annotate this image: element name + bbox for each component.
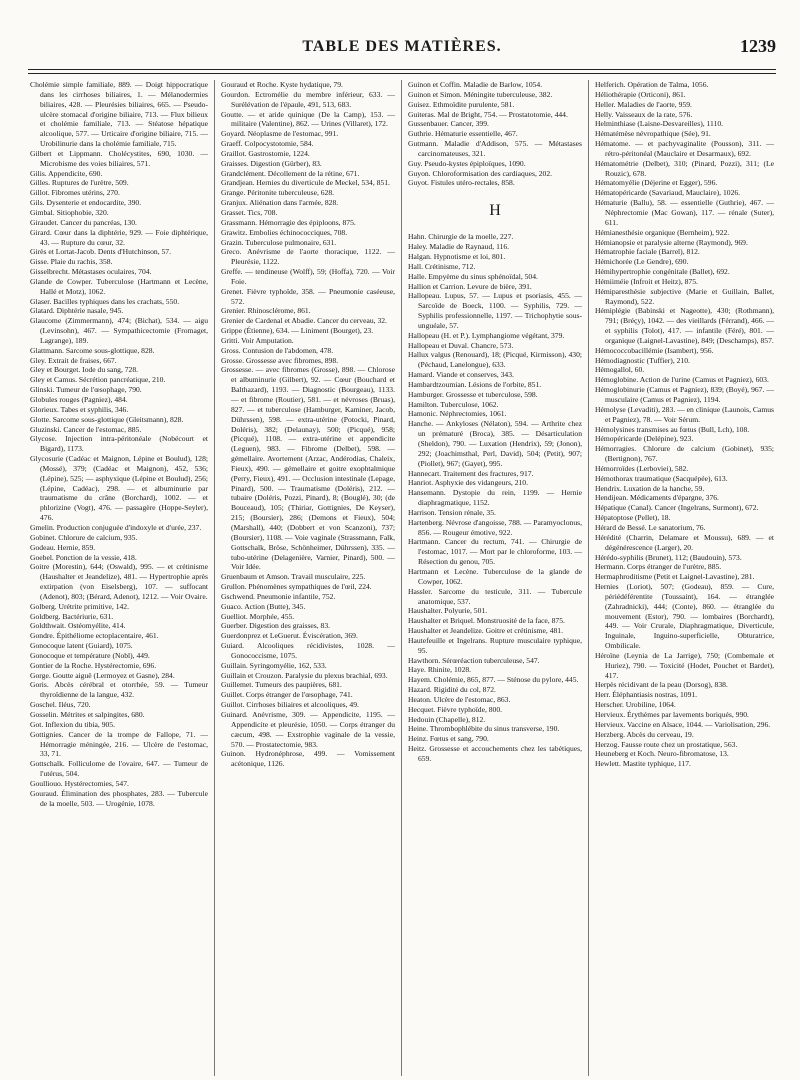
- index-entry: Gonocoque et température (Nobl), 449.: [30, 650, 150, 660]
- index-entry: Gutmann. Maladie d'Addison, 575. — Métastases carcinomateuses, 321.: [408, 139, 582, 158]
- index-entry: Harrison. Tension rénale, 35.: [408, 507, 496, 517]
- index-entry: Glycose. Injection intra-péritonéale (Nobécourt et Bigard), 1173.: [30, 434, 208, 454]
- index-entry: Herpès récidivant de la peau (Dorsog), 838.: [595, 680, 728, 690]
- index-entry: Hématome. — et pachyvaginalite (Pousson), 311. — rétro-péritonéal (Mauclaire et Desarmaux), 692.: [595, 139, 774, 158]
- index-entry: Goschel. Iléus, 720.: [30, 700, 91, 710]
- page-title: TABLE DES MATIÈRES.: [302, 38, 502, 55]
- index-entry: Hémogallol, 60.: [595, 365, 645, 375]
- index-entry: Grasset. Tics, 708.: [221, 207, 278, 217]
- index-entry: Hervieux. Vaccine en Alsace, 1044. — Variolisation, 296.: [595, 719, 771, 729]
- index-entry: Girard. Cœur dans la diphtérie, 929. — Foie diphtérique, 43. — Rupture du cœur, 32.: [30, 227, 208, 247]
- index-entry: Haushalter et Briquel. Monstruosité de la face, 875.: [408, 616, 565, 626]
- index-entry: Hémococcobacillémie (Isambert), 956.: [595, 345, 714, 355]
- index-entry: Guaco. Action (Butte), 345.: [221, 601, 306, 611]
- index-entry: Gorge. Goutte aiguë (Lermoyez et Gasne), 284.: [30, 670, 175, 680]
- index-entry: Globules rouges (Pagniez), 484.: [30, 395, 128, 404]
- index-entry: Hallopeau. Lupus, 57. — Lupus et psoriasis, 455. — Sarcoïde de Boeck, 1100. — Syphilis, 729. — Syphilis professionnelle, 1197. — Trichophytie sous-unguéale, 57.: [408, 291, 582, 330]
- index-entry: Glotte. Sarcome sous-glottique (Gleitsmann), 828.: [30, 414, 184, 424]
- index-entry: Hassler. Sarcome du testicule, 311. — Tubercule anatomique, 537.: [408, 586, 582, 606]
- index-entry: Herscher. Urobiline, 1064.: [595, 700, 676, 710]
- index-entry: Giraudet. Cancer du pancréas, 130.: [30, 217, 137, 227]
- index-entry: Guy. Pseudo-kystes épiploïques, 1090.: [408, 158, 526, 168]
- index-entry: Gonocoque latent (Guiard), 1075.: [30, 641, 133, 651]
- index-entry: Helminthiase (Laisne-Desvareilles), 1110.: [595, 119, 724, 129]
- index-entry: Guinon. Hydronéphrose, 499. — Vomissement acétonique, 1126.: [221, 749, 395, 769]
- index-entry: Hématrophie faciale (Barrel), 812.: [595, 247, 700, 257]
- index-entry: Gillot. Fibromes utérins, 270.: [30, 188, 120, 198]
- index-entry: Heine. Thrombophlébite du sinus transverse, 190.: [408, 724, 560, 734]
- index-entry: Herzberg. Abcès du cerveau, 19.: [595, 729, 694, 739]
- index-entry: Greco. Anévrisme de l'aorte thoracique, 1122. — Pleurésie, 1122.: [221, 247, 395, 267]
- index-entry: Hémorroïdes (Lerboviei), 582.: [595, 463, 689, 473]
- index-entry: Hedouin (Chapelle), 812.: [408, 714, 486, 724]
- index-entry: Hémichorée (Le Gendre), 690.: [595, 257, 689, 267]
- index-entry: Gisse. Plaie du rachis, 358.: [30, 257, 113, 267]
- index-entry: Gross. Contusion de l'abdomen, 478.: [221, 345, 334, 355]
- index-entry: Hémoglobine. Action de l'urine (Camus et Pagniez), 603.: [595, 375, 769, 385]
- index-entry: Hamonic. Néphrectomies, 1061.: [408, 409, 507, 419]
- index-entry: Gontier de la Roche. Hystérectomie, 696.: [30, 660, 157, 670]
- index-entry: Graillot. Gastrostomie, 1224.: [221, 148, 310, 158]
- index-entry: Grippe (Étienne), 634. — Liniment (Bourget), 23.: [221, 326, 374, 336]
- index-entry: Hémolyse (Levaditi), 283. — en clinique (Launois, Camus et Pagniez), 78. — Voir Sérum.: [595, 404, 774, 424]
- index-entry: Hallopeau (H. et P.). Lymphangiome végétant, 379.: [408, 330, 565, 340]
- index-entry: Grawitz. Embolies échinococciques, 708.: [221, 227, 348, 237]
- index-entry: Halgan. Hypnotisme et loi, 801.: [408, 251, 506, 261]
- index-entry: Grazin. Tuberculose pulmonaire, 631.: [221, 237, 337, 247]
- index-entry: Guinon et Coffin. Maladie de Barlow, 1054.: [408, 80, 543, 89]
- index-entry: Hémolysines transmises au fœtus (Bull, Lch), 108.: [595, 424, 750, 434]
- index-entry: Heuneberg et Koch. Neuro-fibromatose, 13.: [595, 749, 729, 759]
- index-entry: Glorieux. Tabes et syphilis, 346.: [30, 404, 129, 414]
- index-entry: Gimbal. Sitiophobie, 320.: [30, 207, 109, 217]
- index-entry: Goldberg. Bactériurie, 631.: [30, 611, 114, 621]
- index-column-2: [215, 80, 402, 1076]
- index-entry: Hémianesthésie organique (Bernheim), 922.: [595, 227, 730, 237]
- index-entry: Guillot. Cirrhoses biliaires et alcooliques, 49.: [221, 700, 359, 710]
- index-entry: Grandjean. Hernies du diverticule de Meckel, 534, 851.: [221, 178, 390, 188]
- index-entry: Hématométrie (Delbet), 310; (Pinard, Pozzi), 311; (Le Rouzic), 678.: [595, 158, 774, 178]
- index-entry: Glinski. Tumeur de l'œsophage, 790.: [30, 385, 142, 395]
- index-entry: Hérard de Bessé. Le sanatorium, 76.: [595, 522, 706, 532]
- index-entry: Gouraud. Élimination des phosphates, 283. — Tubercule de la moelle, 503. — Urogénie, 1078.: [30, 788, 208, 808]
- index-entry: Gilbert et Lippmann. Cholécystites, 690, 1030. — Microbisme des voies biliaires, 571.: [30, 148, 208, 168]
- index-entry: Hewlett. Mastite typhique, 117.: [595, 759, 691, 769]
- index-entry: Hémothorax traumatique (Sacquépée), 613.: [595, 473, 728, 483]
- index-entry: Glaucome (Zimmermann), 474; (Bichat), 534. — aigu (Levinsohn), 467. — Sympathicectomie (Fromaget, Lagrange), 189.: [30, 316, 208, 345]
- index-entry: Guerber. Digestion des graisses, 83.: [221, 621, 331, 631]
- index-entry: Gondre. Épithéliome ectoplacentaire, 461.: [30, 631, 159, 641]
- index-entry: Goyard. Néoplasme de l'estomac, 991.: [221, 129, 339, 139]
- index-entry: Gschwend. Pneumonie infantile, 752.: [221, 591, 336, 601]
- index-entry: Goris. Abcès cérébral et otorrhée, 59. — Tumeur thyroïdienne de la langue, 432.: [30, 680, 208, 700]
- index-entry: Herzog. Fausse route chez un prostatique, 563.: [595, 739, 738, 749]
- index-entry: Guisez. Ethmoïdite purulente, 581.: [408, 99, 515, 109]
- index-entry: Godeau. Hernie, 859.: [30, 542, 96, 552]
- index-entry: Helly. Vaisseaux de la rate, 576.: [595, 109, 693, 119]
- index-entry: Herr. Éléphantiasis nostras, 1091.: [595, 690, 698, 700]
- index-entry: Grandclément. Décollement de la rétine, 671.: [221, 168, 360, 178]
- index-entry: Hépatique (Canal). Cancer (Ingelrans, Surmont), 672.: [595, 503, 759, 513]
- index-entry: Haushalter. Polyurie, 501.: [408, 606, 488, 616]
- index-entry: Guillain et Crouzon. Paralysie du plexus brachial, 693.: [221, 670, 388, 680]
- index-entry: Gottignies. Cancer de la trompe de Fallope, 71. — Hémorragie méningée, 216. — Ulcère de l'estomac, 33, 71.: [30, 729, 208, 759]
- index-entry: Grossesse. — avec fibromes (Grosse), 898. — Chlorose et albuminurie (Gilbert), 92. — Cœur (Bouchard et Balthazard), 1193. — Diagnostic (Bourgeau), 1133. — et fibrome (Routier), 581. — et névroses (Bruas), 827. — et tuberculose (Hamburger, Kaminer, Jacob, Dührssen), 598. — extra-utérine (Potocki, Pinard, Doléris), 382; (Delaunay), 500; (Picqué), 958; (Picqué), 1108. — extra-utérine et appendicite (Leguen), 983. — Fibrome (Delbet), 598. — gémellaire. Avortement (Arzac, Andérodias, Chaleix, Fieux), 490. — gémellaire et goitre exophtalmique (Perry, Fieux), 491. — Occlusion intestinale (Lepage, Pinard), 500. — Traumatisme (Doléris), 212. — tubaire (Doléris, Pozzi, Pinard), 8; (Bouglé), 30; (de Bouceaud), 105; (Thiriar, Gottignies, De Keyser), 215; (Boursier), 286; (Demons et Fieux), 504; (Marshall), 440; (Dobbert et von Scanzoni), 737; (Boursier), 1108. — Voie vaginale (Strassmann, Falk, Gottschalk, Bröse, Schönheimer, Dührssen), 335. — tubo-utérine (Delagenière, Varnier, Pinard), 500. — Voir Idée.: [221, 365, 395, 572]
- index-entry: Hanriot. Asphyxie des vidangeurs, 210.: [408, 478, 529, 488]
- index-entry: Gley et Camus. Sécrétion pancréatique, 210.: [30, 375, 166, 385]
- index-entry: Graisses. Digestion (Gürber), 83.: [221, 158, 322, 168]
- index-entry: Hecquet. Fièvre typhoïde, 800.: [408, 704, 503, 714]
- index-entry: Heitz. Grossesse et accouchements chez les tabétiques, 659.: [408, 744, 582, 763]
- index-entry: Hautefeuille et Ingelrans. Rupture musculaire typhique, 95.: [408, 635, 582, 655]
- index-entry: Glaser. Bacilles typhiques dans les crachats, 550.: [30, 296, 180, 306]
- index-entry: Glycosurie (Cadéac et Maignon, Lépine et Boulud), 128; (Mossé), 379; (Cadéac et Maignon), 452, 536; (Lépine), 525; — asphyxique (Lépine et Boulud), 256; (Lépine, Cadéac), 298. — et albuminurie par traumatisme du crâne (Borchard), 1002. — et phlorizine (Vogt), 476. — passagère (Hoppe-Seyler), 476.: [30, 454, 208, 523]
- index-entry: Halle. Empyème du sinus sphénoïdal, 504.: [408, 271, 538, 281]
- index-entry: Hamburger. Grossesse et tuberculose, 598.: [408, 389, 538, 399]
- index-entry: Haley. Maladie de Raynaud, 116.: [408, 242, 510, 252]
- index-entry: Hernies (Loriot), 507; (Godeau), 859. — Cure, périédéférentite (Toussaint), 164. — étranglée (Zahradnicki), 444; (Conte), 860. — étranglée du mouvement (Estor), 790. — lombaires (Borchardt), 449. — Voir Crurale, Diaphragmatique, Diverticule, Inguinale, Inguino-superficielle, Obturatrice, Ombilicale.: [595, 582, 774, 651]
- index-entry: Hémianopsie et paralysie alterne (Raymond), 969.: [595, 237, 748, 247]
- index-entry: Hallux valgus (Renouard), 18; (Picqué, Kirmisson), 430; (Péchaud, Lanelongue), 633.: [408, 350, 582, 370]
- index-entry: Grassmann. Hémorragie des épiploons, 875.: [221, 217, 356, 227]
- index-entry: Haushalter et Jeandelize. Goitre et crétinisme, 481.: [408, 626, 563, 636]
- index-entry: Graeff. Colpocystotomie, 584.: [221, 139, 314, 149]
- index-entry: Goldthwait. Ostéomyélite, 414.: [30, 621, 126, 631]
- index-entry: Goulliouo. Hystérectomies, 547.: [30, 778, 129, 788]
- index-entry: Guiteras. Mal de Bright, 754. — Prostatotomie, 444.: [408, 109, 568, 119]
- index-column-3: [402, 80, 589, 1076]
- index-entry: Hémoglobinurie (Camus et Pagniez), 839; (Boyé), 967. — musculaire (Camus et Pagniez), 1194.: [595, 385, 774, 404]
- index-entry: Haye. Rhinite, 1028.: [408, 665, 472, 675]
- index-entry: Gluzinski. Cancer de l'estomac, 885.: [30, 424, 142, 434]
- index-entry: Guillain. Syringomyélie, 162, 533.: [221, 660, 327, 670]
- index-entry: Hermann. Corps étranger de l'urètre, 885.: [595, 562, 722, 572]
- index-entry: Helferich. Opération de Talma, 1056.: [595, 80, 709, 89]
- index-columns: [28, 80, 776, 1076]
- index-entry: Hannecart. Traitement des fractures, 917.: [408, 468, 534, 478]
- index-entry: Grenier de Cardenal et Abadie. Cancer du cerveau, 32.: [221, 316, 387, 326]
- index-entry: Guillemet. Tumeurs des paupières, 681.: [221, 680, 342, 690]
- index-entry: Grange. Péritonite tuberculeuse, 628.: [221, 188, 335, 198]
- section-letter: H: [489, 202, 501, 220]
- index-entry: Hawthorn. Sérœréaction tuberculeuse, 547.: [408, 655, 540, 665]
- index-entry: Hémihypertrophie congénitale (Ballet), 692.: [595, 267, 730, 277]
- index-entry: Hamard. Viande et conserves, 343.: [408, 370, 514, 380]
- index-entry: Hartenberg. Névrose d'angoisse, 788. — Paramyoclonus, 856. — Rougeur émotive, 922.: [408, 517, 582, 537]
- index-entry: Guiard. Alcooliques récidivistes, 1028. — Gonococcisme, 1075.: [221, 641, 395, 660]
- index-entry: Guyon. Chloroformisation des cardiaques, 202.: [408, 168, 553, 178]
- index-entry: Gilis. Appendicite, 690.: [30, 168, 103, 178]
- index-entry: Hamilton. Tuberculose, 1062.: [408, 399, 499, 409]
- index-entry: Gisselbrecht. Métastases oculaires, 704.: [30, 267, 152, 277]
- index-entry: Gruenbaum et Amson. Travail musculaire, 225.: [221, 572, 366, 582]
- index-entry: Hartmann. Cancer du rectum, 741. — Chirurgie de l'estomac, 1017. — Mort par le chloroforme, 103. — Résection du genou, 705.: [408, 537, 582, 567]
- index-entry: Hématopéricarde (Savariaud, Mauclaire), 1026.: [595, 188, 741, 198]
- index-entry: Héliothérapie (Orticoni), 861.: [595, 89, 686, 99]
- index-entry: Hanche. — Ankyloses (Nélaton), 594. — Arthrite chez un prématuré (Broca), 385. — Désarticulation (Sheldon), 790. — Luxation (Hendrix), 59; (Jonon), 292; (Joachimsthal, Perl, David), 504; (Petit), 907; (Piollet), 967; (Gayet), 995.: [408, 419, 582, 468]
- index-entry: Héroïne (Leynia de La Jarrige), 750; (Combemale et Huriez), 790. — Toxicité (Hodet, Pouchet et Bardet), 417.: [595, 650, 774, 680]
- index-entry: Hépatoptose (Pellet), 18.: [595, 513, 671, 523]
- index-entry: Guerdonprez et LeGuerut. Éviscération, 369.: [221, 631, 358, 641]
- header-rule-secondary: [28, 73, 776, 74]
- index-entry: Guthrie. Hématurie essentielle, 467.: [408, 129, 518, 139]
- index-entry: Gobinet. Chlorure de calcium, 935.: [30, 532, 138, 542]
- index-entry: Gourdon. Ectromélie du membre inférieur, 633. — Surélévation de l'épaule, 491, 513, 683.: [221, 89, 395, 109]
- index-entry: Hendrix. Luxation de la hanche, 59.: [595, 483, 705, 493]
- index-entry: Glande de Cowper. Tuberculose (Hartmann et Lecène, Hallé et Motz), 1062.: [30, 276, 208, 296]
- index-entry: Gritti. Voir Amputation.: [221, 335, 294, 345]
- index-entry: Hérédo-syphilis (Brunet), 112; (Baudouin), 573.: [595, 552, 742, 562]
- index-entry: Grenet. Fièvre typhoïde, 358. — Pneumonie caséeuse, 572.: [221, 286, 395, 306]
- index-entry: Guinon et Simon. Méningite tuberculeuse, 382.: [408, 89, 553, 99]
- index-entry: Gley et Bourget. Iode du sang, 728.: [30, 365, 139, 375]
- index-entry: Heinz. Fœtus et sang, 790.: [408, 734, 489, 744]
- index-entry: Gosselin. Métrites et salpingites, 680.: [30, 710, 145, 719]
- index-entry: Gussenbauer. Cancer, 399.: [408, 119, 489, 129]
- index-entry: Hérédité (Charrin, Delamare et Moussu), 689. — et dégénérescence (Larger), 20.: [595, 532, 774, 552]
- index-entry: Gilles. Ruptures de l'urètre, 509.: [30, 178, 129, 188]
- index-entry: Hématomyélie (Déjerine et Egger), 596.: [595, 178, 718, 188]
- index-entry: Greffe. — tendineuse (Wolff), 59; (Hoffa), 720. — Voir Foie.: [221, 267, 395, 286]
- index-entry: Guillet. Corps étranger de l'œsophage, 741.: [221, 690, 353, 700]
- index-entry: Goutte. — et aride quinique (De la Camp), 153. — militaire (Valentine), 862. — Urines (Villaret), 172.: [221, 109, 395, 129]
- index-entry: Hansemann. Dystopie du rein, 1199. — Hernie diaphragmatique, 1152.: [408, 488, 582, 508]
- index-entry: Hayem. Cholémie, 865, 877. — Sténose du pylore, 445.: [408, 675, 579, 685]
- index-entry: Hazard. Rigidité du col, 872.: [408, 685, 496, 695]
- index-entry: Hendijean. Médicaments d'épargne, 376.: [595, 493, 719, 503]
- index-entry: Gley. Extrait de fraises, 667.: [30, 355, 117, 365]
- index-entry: Guelliot. Morphée, 455.: [221, 611, 295, 621]
- index-entry: Got. Inflexion du tibia, 905.: [30, 719, 115, 729]
- index-entry: Hahn. Chirurgie de la moelle, 227.: [408, 232, 514, 242]
- index-entry: Glatard. Diphtérie nasale, 945.: [30, 306, 124, 316]
- index-entry: Hémodiagnostic (Tuffier), 210.: [595, 355, 690, 365]
- index-entry: Goitre (Morestin), 644; (Oswald), 995. — et crétinisme (Haushalter et Jeandelize), 481. — Hypertrophie après extirpation (von Eiselsberg), 107. — suffocant (Adenot), 803; (Bérard, Adenot), 1212. — Voir Ovaire.: [30, 562, 208, 601]
- index-entry: Gmelin. Production conjuguée d'indoxyle et d'urée, 237.: [30, 522, 202, 532]
- index-entry: Hallion et Carrion. Levure de bière, 391.: [408, 281, 532, 291]
- index-entry: Hémopéricarde (Delépine), 923.: [595, 434, 694, 444]
- index-column-4: [589, 80, 776, 1076]
- index-entry: Hémiiméie (Infroit et Heitz), 875.: [595, 276, 698, 286]
- index-entry: Hallopeau et Duval. Chancre, 573.: [408, 340, 514, 350]
- page-number: 1239: [740, 36, 776, 56]
- index-entry: Hermaphroditisme (Petit et Laignel-Lavastine), 281.: [595, 572, 755, 582]
- index-entry: Hervieux. Érythèmes par lavements boriqués, 990.: [595, 710, 749, 719]
- index-entry: Hématémèse névropathique (Sée), 91.: [595, 129, 711, 139]
- index-entry: Guyot. Fistules utéro-rectales, 858.: [408, 178, 515, 188]
- index-entry: Heller. Maladies de l'aorte, 959.: [595, 99, 692, 109]
- index-entry: Cholémie simple familiale, 889. — Doigt hippocratique dans les cirrhoses biliaires, 1. — Mélanodermies biliaires, 428. — Pleurésies biliaires, 665. — Pseudo-ulcère stomacal d'origine biliaire, 713. — Flux bilieux et cholémie familiale, 713. — Stéatose hépatique alcoolique, 577. — Urticaire d'origine biliaire, 715. — Urobilinurie dans la cholémie familiale, 715.: [30, 80, 208, 149]
- index-entry: Guinard. Anévrisme, 309. — Appendicite, 1195. — Appendicite et pleurésie, 1050. — Corps étranger du cæcum, 498. — Exstrophie vaginale de la vessie, 570. — Prostatectomie, 983.: [221, 710, 395, 749]
- index-entry: Heaton. Ulcère de l'estomac, 863.: [408, 694, 511, 704]
- index-entry: Hall. Crétinisme, 712.: [408, 261, 476, 271]
- index-column-1: [28, 80, 215, 1076]
- index-entry: Goebel. Ponction de la vessie, 418.: [30, 552, 137, 562]
- index-entry: Glattmann. Sarcome sous-glottique, 828.: [30, 345, 155, 355]
- index-entry: Gils. Dysenterie et endocardite, 390.: [30, 198, 142, 208]
- index-entry: Hartmann et Lecène. Tuberculose de la glande de Cowper, 1062.: [408, 566, 582, 586]
- index-entry: Granjux. Aliénation dans l'armée, 828.: [221, 198, 339, 208]
- index-entry: Hématurie (Ballu), 58. — essentielle (Guthrie), 467. — Néphrectomie (Mac Gowan), 117. — rénale (Suter), 611.: [595, 198, 774, 227]
- page-header: [28, 38, 776, 62]
- index-entry: Girès et Lortat-Jacob. Dents d'Hutchinson, 57.: [30, 247, 171, 257]
- index-entry: Hémiparesthésie subjective (Marie et Guillain, Ballet, Raymond), 522.: [595, 286, 774, 306]
- index-entry: Hémorragies. Chlorure de calcium (Gobinet), 935; (Bertignon), 767.: [595, 444, 774, 464]
- index-entry: Grosse. Grossesse avec fibromes, 898.: [221, 355, 339, 365]
- index-entry: Gouraud et Roche. Kyste hydatique, 79.: [221, 80, 343, 89]
- index-entry: Grullon. Phénomènes sympathiques de l'œil, 224.: [221, 582, 372, 592]
- index-entry: Grenier. Rhinosclérome, 861.: [221, 306, 311, 316]
- header-rule: [28, 69, 776, 70]
- index-entry: Hémiplégie (Babinski et Nageotte), 430; (Rothmann), 791; (Bréçy), 1042. — des vieillards (Férrand), 466. — et syphilis (Tolot), 417. — infantile (Féré), 801. — organique (Laignel-Lavastine), 849; (Deschamps), 857.: [595, 306, 774, 345]
- index-entry: Gottschalk. Folliculome de l'ovaire, 647. — Tumeur de l'utérus, 504.: [30, 759, 208, 779]
- index-entry: Hambardtzoumian. Lésions de l'orbite, 851.: [408, 379, 542, 389]
- index-entry: Golberg. Urétrite primitive, 142.: [30, 601, 129, 611]
